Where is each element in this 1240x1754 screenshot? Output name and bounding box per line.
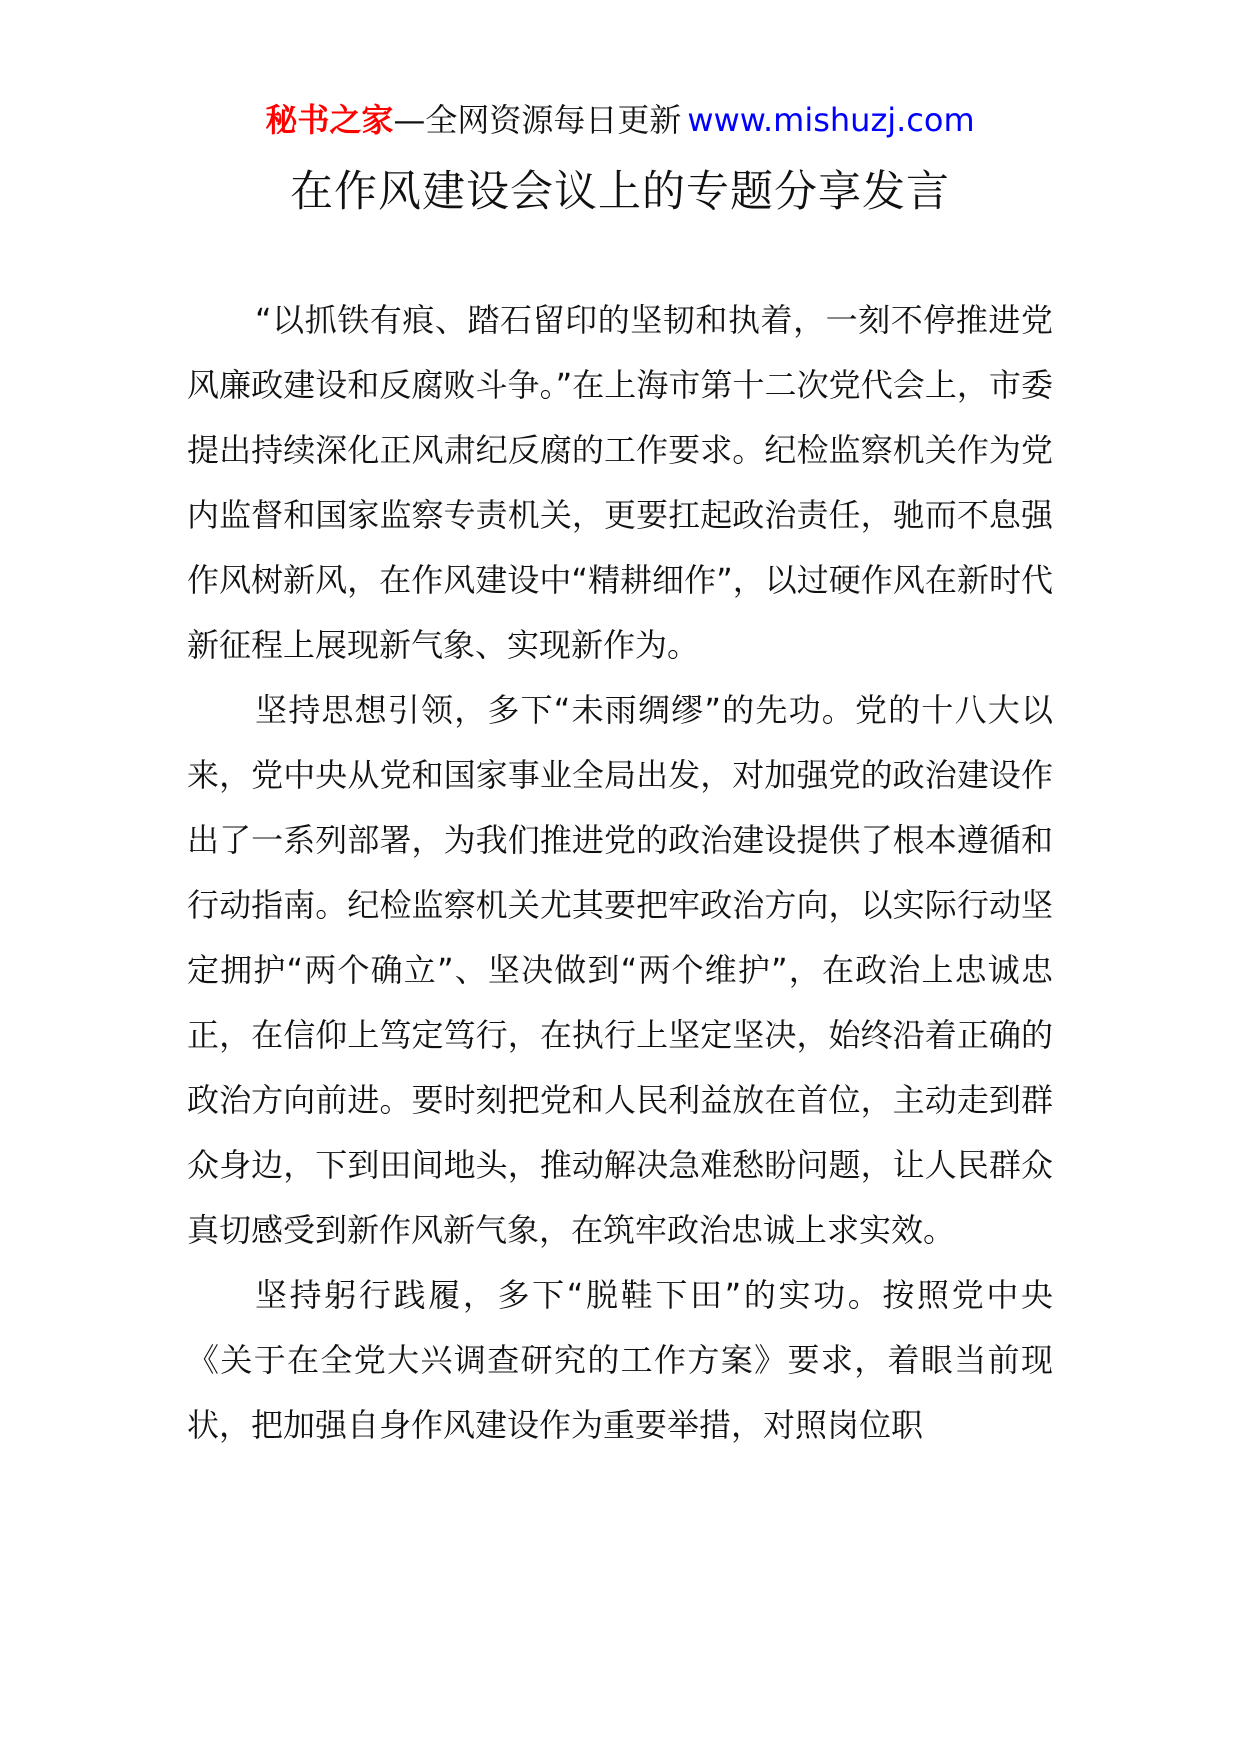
brand-name: 秘书之家 [265,101,394,139]
body-paragraph: “以抓铁有痕、踏石留印的坚韧和执着，一刻不停推进党风廉政建设和反腐败斗争。”在上海市第十二次党代会上，市委提出持续深化正风肃纪反腐的工作要求。纪检监察机关作为党内监督和国家监察专责机关，更要扛起政治责任，驰而不息强作风树新风，在作风建设中“精耕细作”，以过硬作风在新时代新征程上展现新气象、实现新作为。 [187,301,1053,664]
document-body [187,288,1053,1458]
body-paragraph: 坚持思想引领，多下“未雨绸缪”的先功。党的十八大以来，党中央从党和国家事业全局出发，对加强党的政治建设作出了一系列部署，为我们推进党的政治建设提供了根本遵循和行动指南。纪检监察机关尤其要把牢政治方向，以实际行动坚定拥护“两个确立”、坚决做到“两个维护”，在政治上忠诚忠正，在信仰上笃定笃行，在执行上坚定坚决，始终沿着正确的政治方向前进。要时刻把党和人民利益放在首位，主动走到群众身边，下到田间地头，推动解决急难愁盼问题，让人民群众真切感受到新作风新气象，在筑牢政治忠诚上求实效。 [187,691,1053,1249]
site-tagline: —全网资源每日更新 [393,101,682,139]
document-title: 在作风建设会议上的专题分享发言 [290,167,950,217]
site-url-link[interactable]: www.mishuzj.com [687,101,975,139]
body-paragraph: 坚持躬行践履，多下“脱鞋下田”的实功。按照党中央《关于在全党大兴调查研究的工作方案》要求，着眼当前现状，把加强自身作风建设作为重要举措，对照岗位职 [187,1276,1053,1444]
site-header [0,98,1240,142]
